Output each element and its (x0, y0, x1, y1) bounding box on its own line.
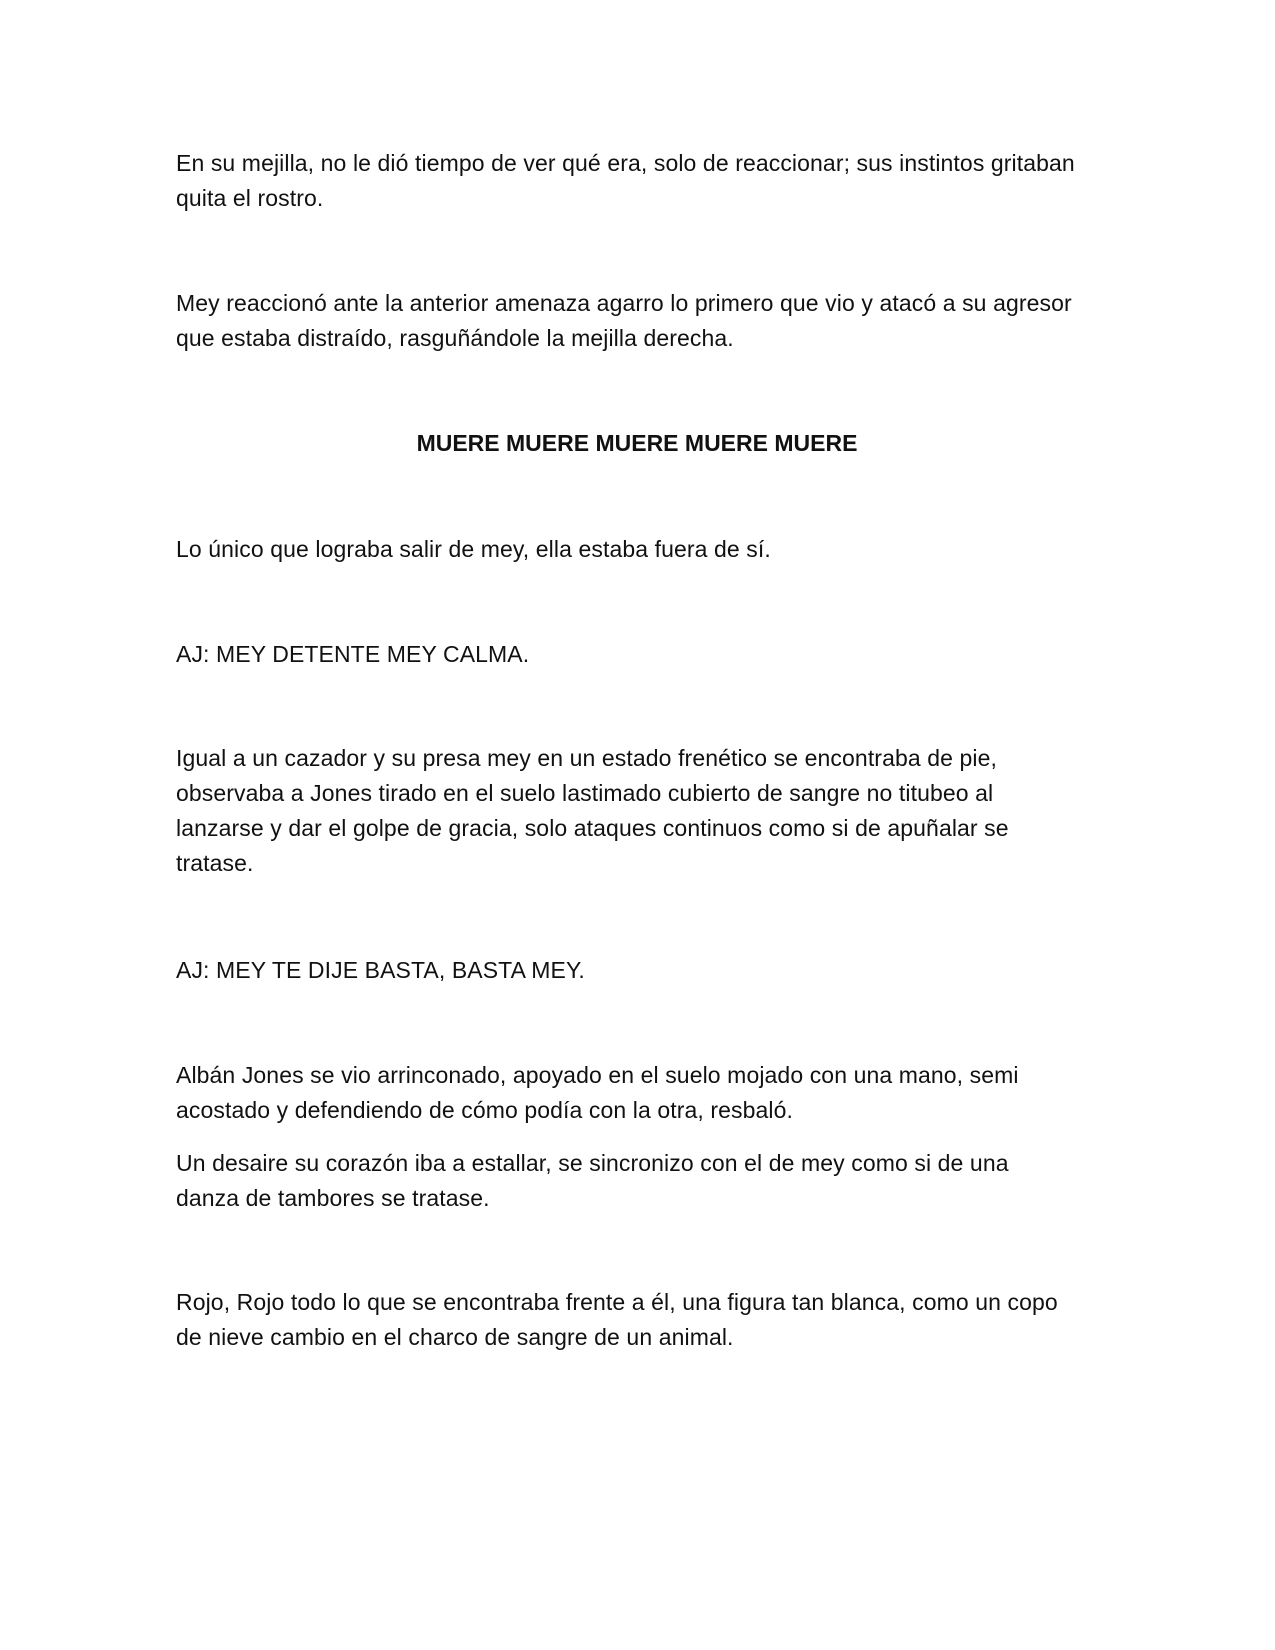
paragraph: Mey reaccionó ante la anterior amenaza agarro lo primero que vio y atacó a su agresor que estaba distraído, rasguñándole la mejilla derecha. (176, 290, 1072, 351)
paragraph: Un desaire su corazón iba a estallar, se sincronizo con el de mey como si de una danza de tambores se tratase. (176, 1150, 1009, 1211)
paragraph: Lo único que lograba salir de mey, ella estaba fuera de sí. (176, 536, 771, 562)
paragraph: Rojo, Rojo todo lo que se encontraba frente a él, una figura tan blanca, como un copo de nieve cambio en el charco de sangre de un animal. (176, 1289, 1058, 1350)
dialogue-line: AJ: MEY TE DIJE BASTA, BASTA MEY. (176, 957, 585, 983)
paragraph: En su mejilla, no le dió tiempo de ver qué era, solo de reaccionar; sus instintos gritaban quita el rostro. (176, 150, 1075, 211)
paragraph: Igual a un cazador y su presa mey en un estado frenético se encontraba de pie, observaba a Jones tirado en el suelo lastimado cubierto de sangre no titubeo al lanzarse y dar el golpe de gracia, solo ataques continuos como si de apuñalar se tratase. (176, 745, 1009, 876)
centered-heading: MUERE MUERE MUERE MUERE MUERE (416, 430, 858, 456)
dialogue-line: AJ: MEY DETENTE MEY CALMA. (176, 641, 530, 667)
paragraph: Albán Jones se vio arrinconado, apoyado en el suelo mojado con una mano, semi acostado y defendiendo de cómo podía con la otra, resbaló. (176, 1062, 1019, 1123)
